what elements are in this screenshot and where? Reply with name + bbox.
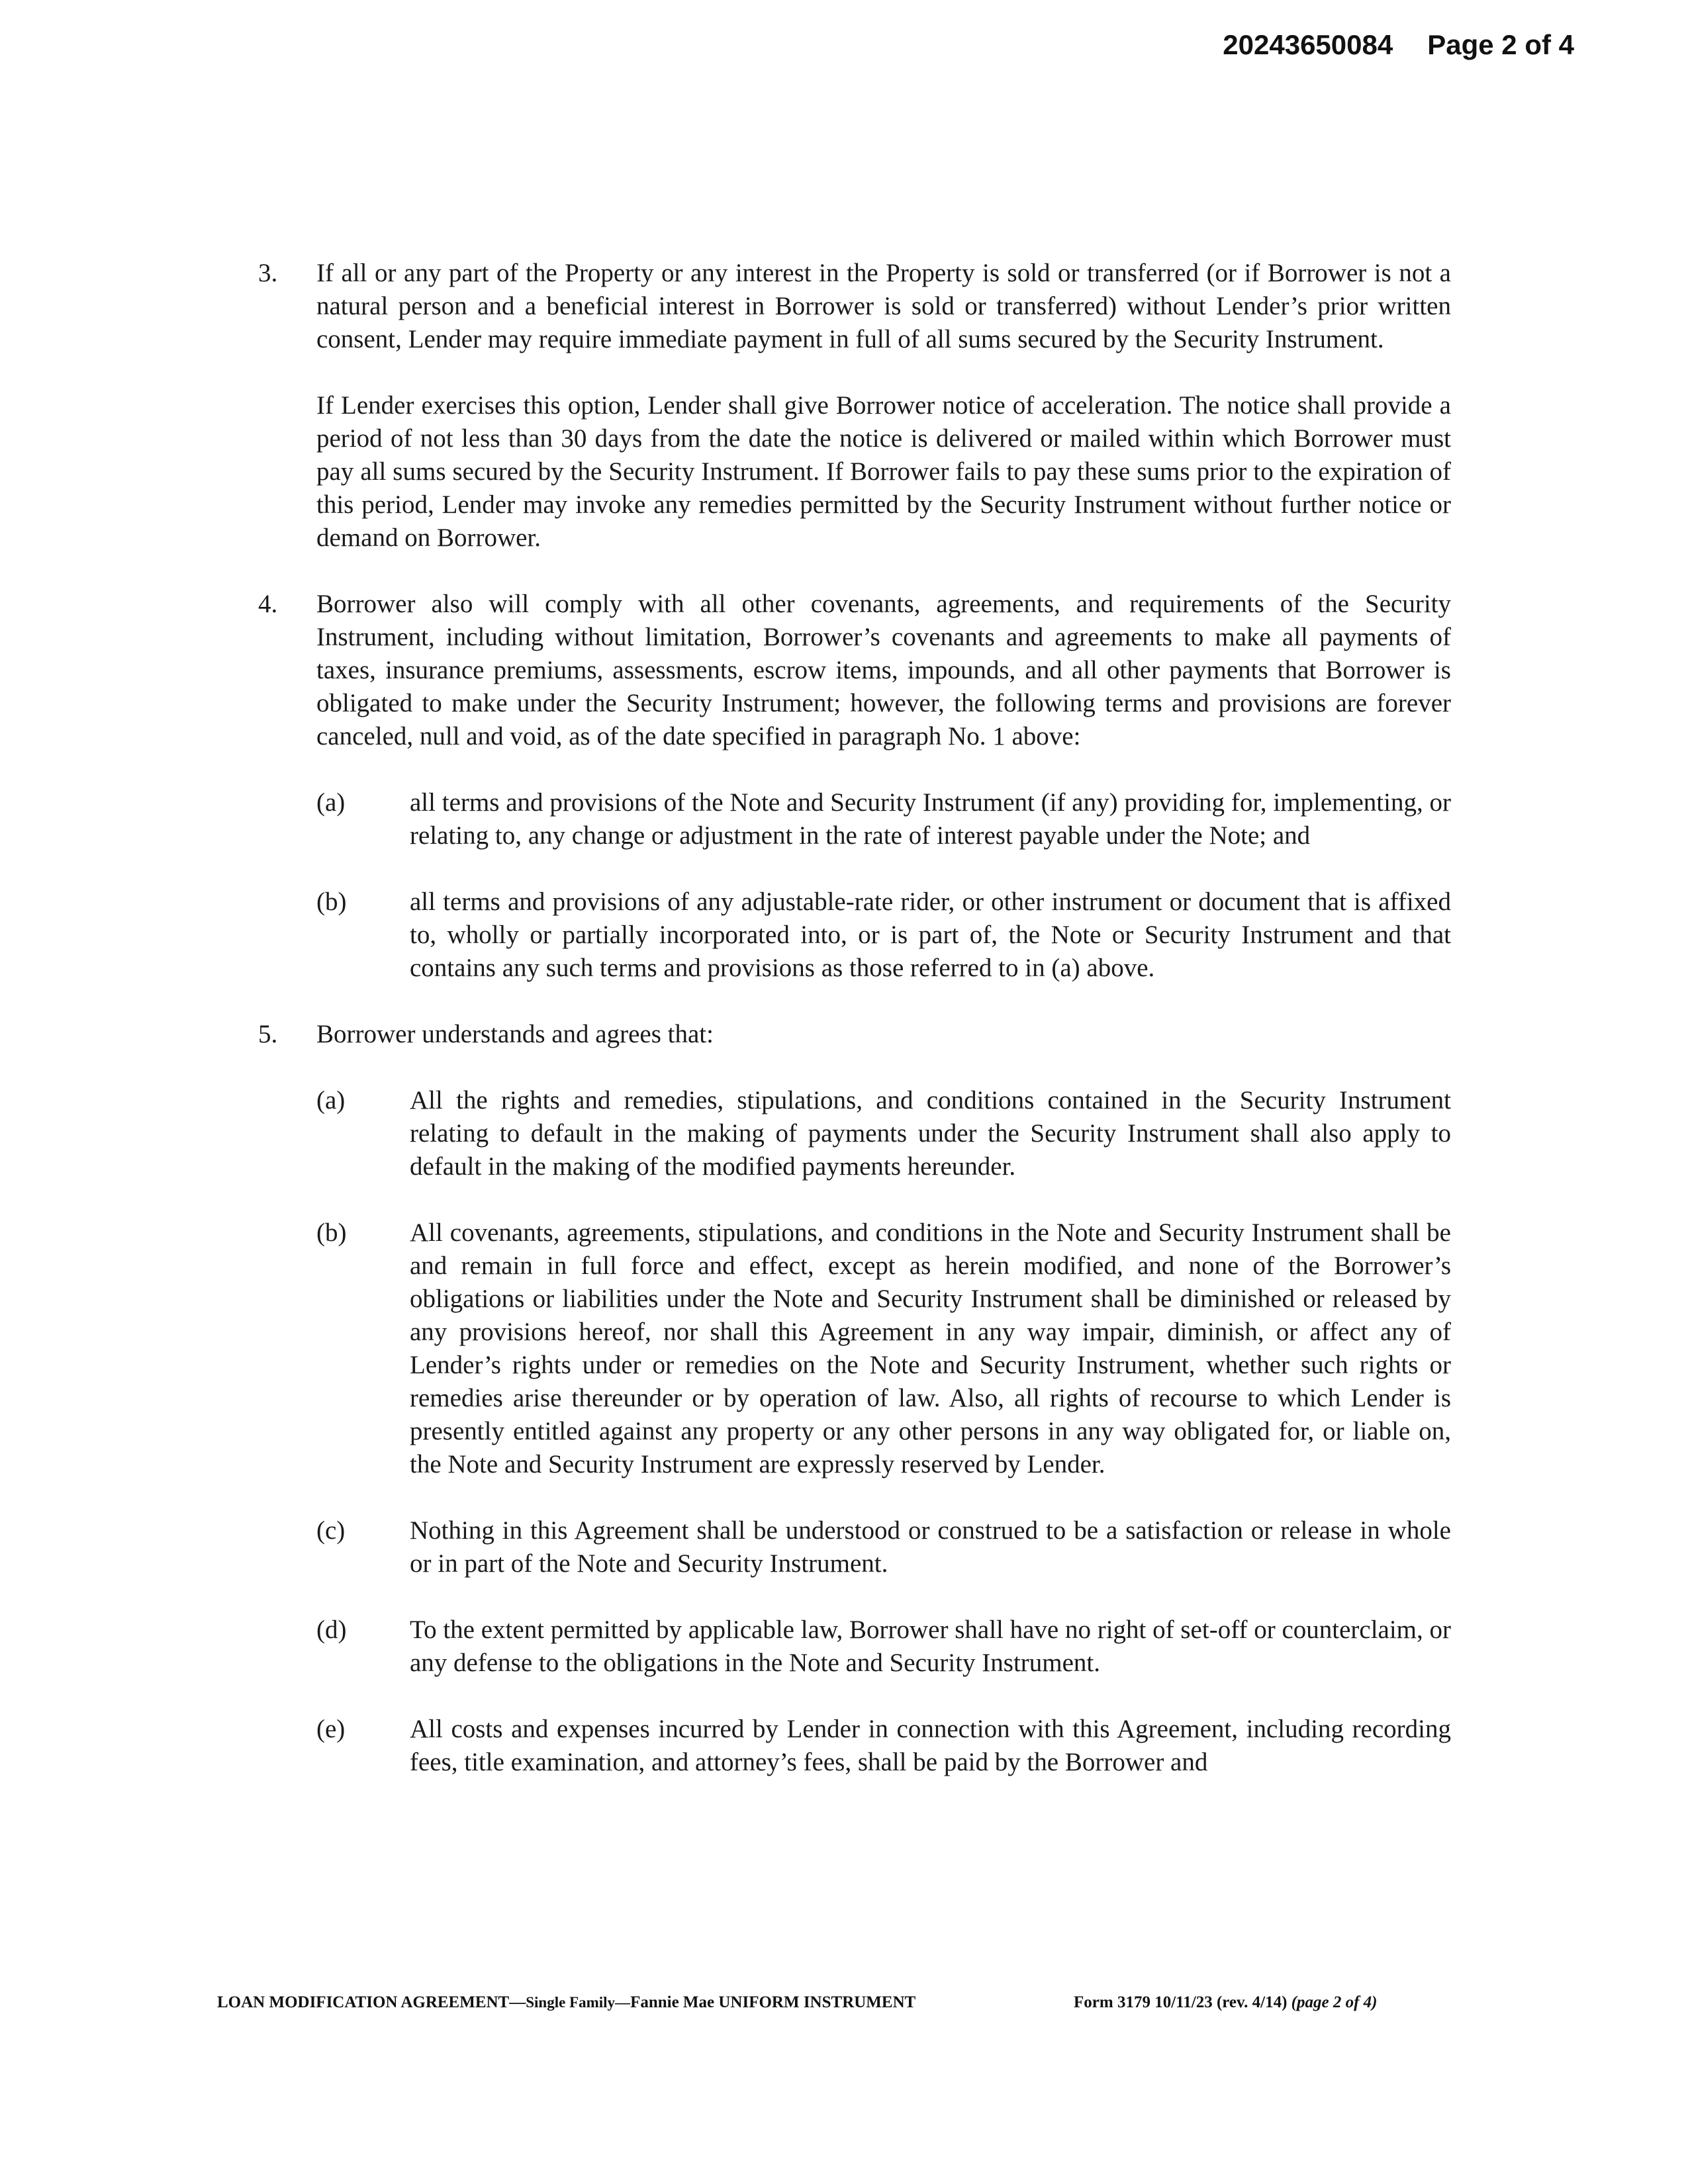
footer-form-title [217,1993,915,2012]
paragraph-number: 5. [258,1020,278,1048]
footer-form-number: Form 3179 10/11/23 (rev. 4/14) [1074,1993,1288,2011]
subparagraph-5b [316,1216,1451,1481]
document-number: 20243650084 [1223,29,1393,60]
subparagraph-text: All the rights and remedies, stipulations, and conditions contained in the Security Instrument relating to default in the making of payments under the Security Instrument shall also apply to default in the making of the modified payments hereunder. [410,1086,1451,1181]
subparagraph-4a [316,786,1451,852]
footer-title-family: Single Family— [526,1994,631,2011]
subparagraph-5a [316,1084,1451,1183]
footer-title-instrument: Fannie Mae UNIFORM INSTRUMENT [630,1993,916,2011]
subparagraph-text: all terms and provisions of any adjustable-rate rider, or other instrument or document that is affixed to, wholly or partially incorporated into, or is part of, the Note or Security Instrument and that contains any such terms and provisions as those referred to in (a) above. [410,887,1451,982]
subparagraph-text: All costs and expenses incurred by Lender in connection with this Agreement, including recording fees, title examination, and attorney’s fees, shall be paid by the Borrower and [410,1715,1451,1776]
paragraph-text: Borrower also will comply with all other covenants, agreements, and requirements of the Security Instrument, including without limitation, Borrower’s covenants and agreements to make all payments of taxes, insurance premiums, assessments, escrow items, impounds, and all other payments that Borrower is obligated to make under the Security Instrument; however, the following terms and provisions are forever canceled, null and void, as of the date specified in paragraph No. 1 above: [316,590,1451,751]
footer-title-main: LOAN MODIFICATION AGREEMENT— [217,1993,526,2011]
subparagraph-5d [316,1614,1451,1680]
paragraph-number: 4. [258,590,278,618]
subparagraph-4b [316,886,1451,985]
subparagraph-label: (a) [316,788,346,817]
subparagraph-label: (b) [316,1218,347,1247]
paragraph-5 [259,1018,1451,1779]
subparagraph-5c [316,1514,1451,1580]
page-header [1223,29,1574,61]
subparagraph-5e [316,1713,1451,1779]
subparagraph-label: (a) [316,1086,346,1115]
subparagraph-text: All covenants, agreements, stipulations, and conditions in the Note and Security Instrument shall be and remain in full force and effect, except as herein modified, and none of the Borrower’s obligations or liabilities under the Note and Security Instrument shall be diminished or released by any provisions hereof, nor shall this Agreement in any way impair, diminish, or affect any of Lender’s rights under or remedies on the Note and Security Instrument, whether such rights or remedies arise thereunder or by operation of law. Also, all rights of recourse to which Lender is presently entitled against any property or any other persons in any way obligated for, or liable on, the Note and Security Instrument are expressly reserved by Lender. [410,1218,1451,1479]
subparagraph-label: (d) [316,1615,347,1644]
subparagraph-label: (c) [316,1516,346,1545]
paragraph-4 [259,588,1451,985]
page-indicator: Page 2 of 4 [1427,29,1574,60]
subparagraph-label: (e) [316,1715,346,1743]
subparagraph-text: To the extent permitted by applicable law, Borrower shall have no right of set-off or counterclaim, or any defense to the obligations in the Note and Security Instrument. [410,1615,1452,1677]
paragraph-3 [259,257,1451,555]
footer-form-info [1074,1993,1378,2012]
subparagraph-text: all terms and provisions of the Note and Security Instrument (if any) providing for, implementing, or relating to, any change or adjustment in the rate of interest payable under the Note; and [410,788,1451,850]
paragraph-number: 3. [258,259,278,287]
paragraph-text: Borrower understands and agrees that: [316,1020,714,1048]
paragraph-text: If Lender exercises this option, Lender shall give Borrower notice of acceleration. The notice shall provide a period of not less than 30 days from the date the notice is delivered or mailed within which Borrower must pay all sums secured by the Security Instrument. If Borrower fails to pay these sums prior to the expiration of this period, Lender may invoke any remedies permitted by the Security Instrument without further notice or demand on Borrower. [316,391,1451,552]
document-body [259,257,1451,1812]
subparagraph-text: Nothing in this Agreement shall be understood or construed to be a satisfaction or release in whole or in part of the Note and Security Instrument. [410,1516,1451,1578]
subparagraph-label: (b) [316,887,347,916]
footer-page-number: (page 2 of 4) [1291,1993,1378,2011]
paragraph-text: If all or any part of the Property or any interest in the Property is sold or transferred (or if Borrower is not a natural person and a beneficial interest in Borrower is sold or transferred) without Lender’s prior written consent, Lender may require immediate payment in full of all sums secured by the Security Instrument. [316,259,1451,353]
